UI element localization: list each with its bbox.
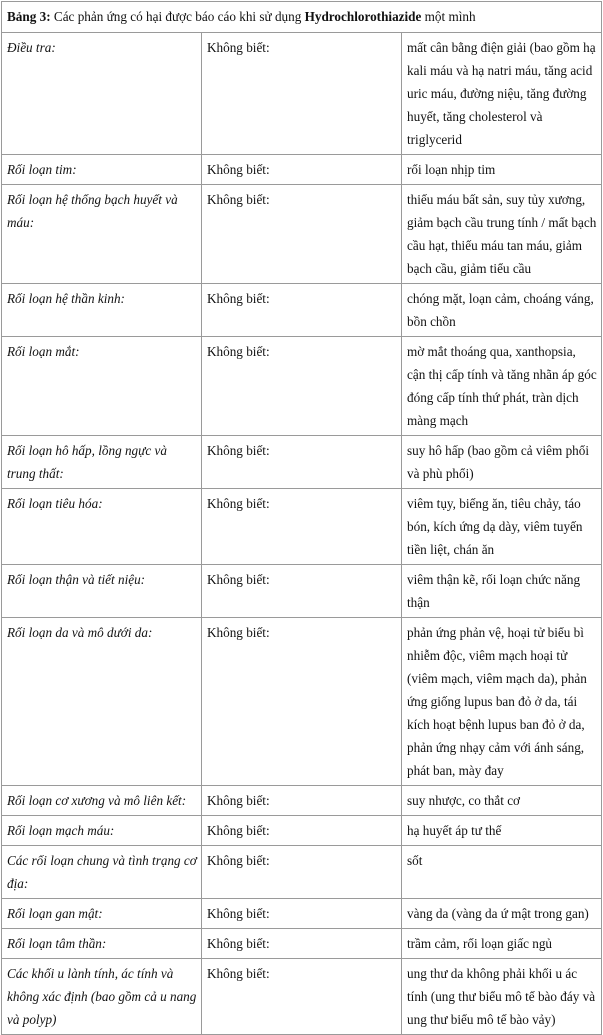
table-row	[2, 618, 602, 786]
category-cell: Rối loạn tâm thần:	[2, 929, 202, 959]
frequency-cell: Không biết:	[202, 337, 402, 436]
table-row	[2, 899, 602, 929]
frequency-cell: Không biết:	[202, 489, 402, 565]
category-cell: Điều tra:	[2, 33, 202, 155]
adverse-reactions-table	[1, 1, 602, 1035]
reactions-cell: mất cân bằng điện giải (bao gồm hạ kali máu và hạ natri máu, tăng acid uric máu, đường niệu, tăng đường huyết, tăng cholesterol và triglycerid	[402, 33, 602, 155]
category-cell: Rối loạn tiêu hóa:	[2, 489, 202, 565]
table-row	[2, 337, 602, 436]
category-cell: Rối loạn hô hấp, lồng ngực và trung thất:	[2, 436, 202, 489]
table-row	[2, 284, 602, 337]
category-cell: Rối loạn cơ xương và mô liên kết:	[2, 786, 202, 816]
frequency-cell: Không biết:	[202, 618, 402, 786]
category-cell: Rối loạn gan mật:	[2, 899, 202, 929]
frequency-cell: Không biết:	[202, 846, 402, 899]
category-cell: Rối loạn hệ thần kinh:	[2, 284, 202, 337]
reactions-cell: ung thư da không phải khối u ác tính (ung thư biểu mô tế bào đáy và ung thư biểu mô tế bào vảy)	[402, 959, 602, 1035]
frequency-cell: Không biết:	[202, 899, 402, 929]
reactions-cell: vàng da (vàng da ứ mật trong gan)	[402, 899, 602, 929]
category-cell: Rối loạn tim:	[2, 155, 202, 185]
frequency-cell: Không biết:	[202, 565, 402, 618]
caption-drug-name: Hydrochlorothiazide	[304, 9, 422, 24]
caption-prefix: Bảng 3:	[7, 9, 51, 24]
caption-text: Các phản ứng có hại được báo cáo khi sử dụng	[50, 9, 305, 24]
table-row	[2, 155, 602, 185]
reactions-cell: viêm thận kẽ, rối loạn chức năng thận	[402, 565, 602, 618]
table-row	[2, 565, 602, 618]
table-body	[2, 2, 602, 1035]
reactions-cell: sốt	[402, 846, 602, 899]
frequency-cell: Không biết:	[202, 816, 402, 846]
frequency-cell: Không biết:	[202, 185, 402, 284]
frequency-cell: Không biết:	[202, 786, 402, 816]
reactions-cell: rối loạn nhịp tim	[402, 155, 602, 185]
reactions-cell: viêm tụy, biếng ăn, tiêu chảy, táo bón, kích ứng dạ dày, viêm tuyến tiền liệt, chán ăn	[402, 489, 602, 565]
frequency-cell: Không biết:	[202, 33, 402, 155]
category-cell: Các khối u lành tính, ác tính và không xác định (bao gồm cả u nang và polyp)	[2, 959, 202, 1035]
caption-suffix: một mình	[421, 9, 476, 24]
table-row	[2, 489, 602, 565]
category-cell: Rối loạn mạch máu:	[2, 816, 202, 846]
frequency-cell: Không biết:	[202, 959, 402, 1035]
frequency-cell: Không biết:	[202, 155, 402, 185]
table-row	[2, 185, 602, 284]
frequency-cell: Không biết:	[202, 436, 402, 489]
table-row	[2, 786, 602, 816]
table-row	[2, 929, 602, 959]
frequency-cell: Không biết:	[202, 929, 402, 959]
table-row	[2, 846, 602, 899]
category-cell: Các rối loạn chung và tình trạng cơ địa:	[2, 846, 202, 899]
reactions-cell: mờ mắt thoáng qua, xanthopsia, cận thị cấp tính và tăng nhãn áp góc đóng cấp tính thứ phát, tràn dịch màng mạch	[402, 337, 602, 436]
category-cell: Rối loạn da và mô dưới da:	[2, 618, 202, 786]
table-caption	[2, 2, 602, 33]
reactions-cell: phản ứng phản vệ, hoại tử biểu bì nhiễm độc, viêm mạch hoại tử (viêm mạch, viêm mạch da), phản ứng giống lupus ban đỏ ở da, tái kích hoạt bệnh lupus ban đỏ ở da, phản ứng nhạy cảm với ánh sáng, phát ban, mày đay	[402, 618, 602, 786]
reactions-cell: thiếu máu bất sản, suy tủy xương, giảm bạch cầu trung tính / mất bạch cầu hạt, thiếu máu tan máu, giảm bạch cầu, giảm tiểu cầu	[402, 185, 602, 284]
category-cell: Rối loạn hệ thống bạch huyết và máu:	[2, 185, 202, 284]
frequency-cell: Không biết:	[202, 284, 402, 337]
reactions-cell: suy nhược, co thắt cơ	[402, 786, 602, 816]
table-row	[2, 959, 602, 1035]
reactions-cell: suy hô hấp (bao gồm cả viêm phổi và phù phổi)	[402, 436, 602, 489]
table-row	[2, 816, 602, 846]
category-cell: Rối loạn thận và tiết niệu:	[2, 565, 202, 618]
reactions-cell: trầm cảm, rối loạn giấc ngủ	[402, 929, 602, 959]
table-caption-row	[2, 2, 602, 33]
table-row	[2, 436, 602, 489]
category-cell: Rối loạn mắt:	[2, 337, 202, 436]
reactions-cell: chóng mặt, loạn cảm, choáng váng, bồn chồn	[402, 284, 602, 337]
reactions-cell: hạ huyết áp tư thế	[402, 816, 602, 846]
table-row	[2, 33, 602, 155]
